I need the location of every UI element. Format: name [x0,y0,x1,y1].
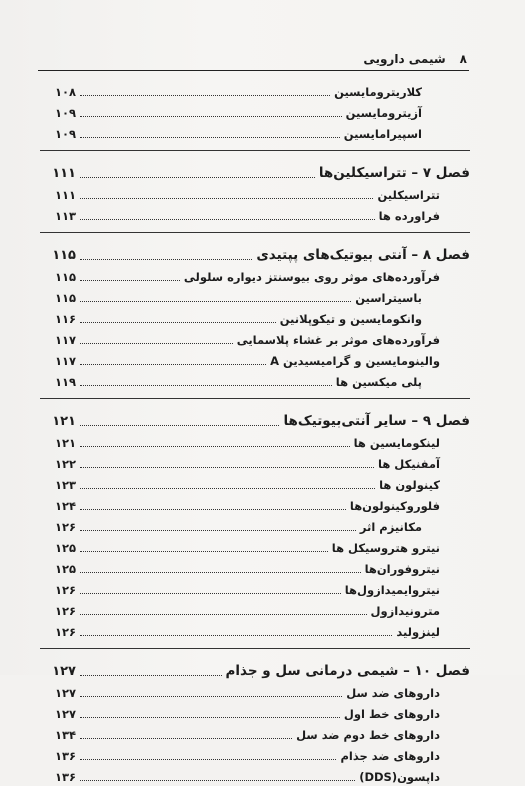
toc-entry[interactable] [40,183,470,204]
toc-entry-page: ۱۲۱ [54,436,76,450]
dot-leader [80,551,328,552]
header-rule [38,70,469,71]
toc-entry[interactable] [40,557,470,578]
dot-leader [80,467,374,468]
toc-entry-page: ۱۲۳ [54,478,76,492]
toc-entry[interactable] [40,349,470,370]
dot-leader [80,530,356,531]
toc-entry-title: داروهای ضد سل [346,686,440,700]
dot-leader [80,572,361,573]
toc-chapter-entry[interactable] [40,405,470,431]
toc-entry-page: ۱۲۶ [54,520,76,534]
toc-entry[interactable] [40,494,470,515]
toc-entry[interactable] [40,620,470,641]
toc-entry[interactable] [40,80,470,101]
toc-entry-title: اسپیرامایسین [343,127,422,141]
dot-leader [80,593,341,594]
toc-entry-page: ۱۳۶ [54,749,76,763]
dot-leader [80,385,332,386]
toc-entry[interactable] [40,599,470,620]
toc-entry[interactable] [40,307,470,328]
toc-entry-page: ۱۲۶ [54,604,76,618]
toc-entry[interactable] [40,473,470,494]
dot-leader [80,696,342,697]
dot-leader [80,137,340,138]
toc-entry-title: کلاریترومایسین [334,85,422,99]
toc-entry-title: باسیتراسین [355,291,422,305]
toc-entry-page: ۱۳۴ [54,728,76,742]
dot-leader [80,717,340,718]
header-page-number: ۸ [459,52,467,66]
toc-entry-title: فرآورده‌های موثر بر غشاء پلاسمایی [236,333,440,347]
toc-entry-page: ۱۱۳ [54,209,76,223]
toc-entry-title: تتراسیکلین [377,188,440,202]
toc-entry[interactable] [40,765,470,786]
section-divider [40,150,470,151]
toc-entry-title: لینزولید [396,625,440,639]
toc-entry-page: ۱۲۷ [54,686,76,700]
toc-entry-title: داروهای خط اول [343,707,440,721]
toc-entry-title: لینکومایسین ها [353,436,440,450]
toc-entry[interactable] [40,286,470,307]
toc-entry-page: ۱۲۷ [54,707,76,721]
toc-entry[interactable] [40,681,470,702]
toc-entry-title: داروهای ضد جذام [340,749,440,763]
toc-entry[interactable] [40,328,470,349]
toc-entry-page: ۱۱۷ [54,354,76,368]
toc-entry[interactable] [40,702,470,723]
toc-entry[interactable] [40,723,470,744]
toc-entry-title: کینولون ها [379,478,440,492]
toc-entry-title: فصل ۷ – تتراسیکلین‌ها [318,165,470,181]
dot-leader [80,446,350,447]
toc-entry[interactable] [40,431,470,452]
dot-leader [80,219,375,220]
toc-entry[interactable] [40,744,470,765]
toc-entry[interactable] [40,578,470,599]
toc-entry-page: ۱۰۹ [54,106,76,120]
toc-entry[interactable] [40,536,470,557]
dot-leader [80,322,276,323]
toc-entry-title: فلوروکینولون‌ها [349,499,440,513]
toc-entry-title: داپسون(DDS) [359,770,440,784]
toc-entry[interactable] [40,122,470,143]
dot-leader [80,198,373,199]
toc-entry-page: ۱۱۱ [54,188,76,202]
toc-entry[interactable] [40,101,470,122]
toc-entry-page: ۱۳۶ [54,770,76,784]
toc-entry-page: ۱۱۵ [54,291,76,305]
toc-entry-page: ۱۱۵ [52,248,76,263]
toc-entry-title: مترونیدازول [370,604,440,618]
toc-entry-title: فصل ۱۰ – شیمی درمانی سل و جذام [225,663,470,679]
toc-entry-title: وانکومایسین و تیکوپلانین [279,312,422,326]
toc-entry-page: ۱۲۱ [52,414,76,429]
toc-entry-page: ۱۱۵ [54,270,76,284]
toc-chapter-entry[interactable] [40,655,470,681]
toc-entry-page: ۱۱۹ [54,375,76,389]
toc-entry[interactable] [40,452,470,473]
toc-chapter-entry[interactable] [40,157,470,183]
dot-leader [80,780,355,781]
toc-entry-page: ۱۱۶ [54,312,76,326]
toc-entry-page: ۱۲۶ [54,583,76,597]
dot-leader [80,116,342,117]
toc-entry-title: والینومایسین و گرامیسیدین A [270,354,440,368]
toc-entry-title: فراورده ها [378,209,440,223]
dot-leader [80,509,346,510]
toc-entry[interactable] [40,204,470,225]
dot-leader [80,635,392,636]
toc-entry[interactable] [40,265,470,286]
toc-entry-title: مکانیزم اثر [359,520,422,534]
toc-entry-page: ۱۱۷ [54,333,76,347]
dot-leader [80,675,222,676]
toc-entry[interactable] [40,370,470,391]
dot-leader [80,425,279,426]
dot-leader [80,301,351,302]
toc-entry-title: داروهای خط دوم ضد سل [296,728,440,742]
toc-entry-page: ۱۲۶ [54,625,76,639]
toc-entry-page: ۱۲۵ [54,541,76,555]
toc-entry-title: نیترو‌ایمیدازول‌ها [344,583,440,597]
dot-leader [80,177,315,178]
toc-entry-title: فرآورده‌های موثر روی بیوسنتز دیواره سلولی [183,270,440,284]
toc-entry-page: ۱۰۹ [54,127,76,141]
dot-leader [80,259,252,260]
toc-entry-title: پلی میکسین ها [335,375,422,389]
dot-leader [80,738,292,739]
toc-entry-page: ۱۲۷ [52,664,76,679]
toc-entry-title: آزیترومایسین [345,106,422,120]
toc-chapter-entry[interactable] [40,239,470,265]
dot-leader [80,343,233,344]
header-title: شیمی دارویی [363,52,446,66]
toc-entry-title: نیتروفوران‌ها [364,562,440,576]
toc-entry-title: فصل ۸ – آنتی بیوتیک‌های پپتیدی [256,247,470,263]
dot-leader [80,614,367,615]
toc-entry[interactable] [40,515,470,536]
table-of-contents [40,80,470,786]
toc-entry-title: فصل ۹ – سایر آنتی‌بیوتیک‌ها [283,413,470,429]
dot-leader [80,95,330,96]
running-header [363,52,467,66]
dot-leader [80,488,375,489]
toc-entry-page: ۱۲۵ [54,562,76,576]
dot-leader [80,280,180,281]
toc-entry-title: نیترو هتروسیکل ها [331,541,440,555]
toc-entry-page: ۱۲۲ [54,457,76,471]
section-divider [40,232,470,233]
toc-entry-page: ۱۱۱ [52,166,76,181]
section-divider [40,398,470,399]
section-divider [40,648,470,649]
toc-entry-page: ۱۲۴ [54,499,76,513]
dot-leader [80,364,266,365]
toc-entry-title: آمفنیکل ها [378,457,440,471]
toc-entry-page: ۱۰۸ [54,85,76,99]
dot-leader [80,759,336,760]
